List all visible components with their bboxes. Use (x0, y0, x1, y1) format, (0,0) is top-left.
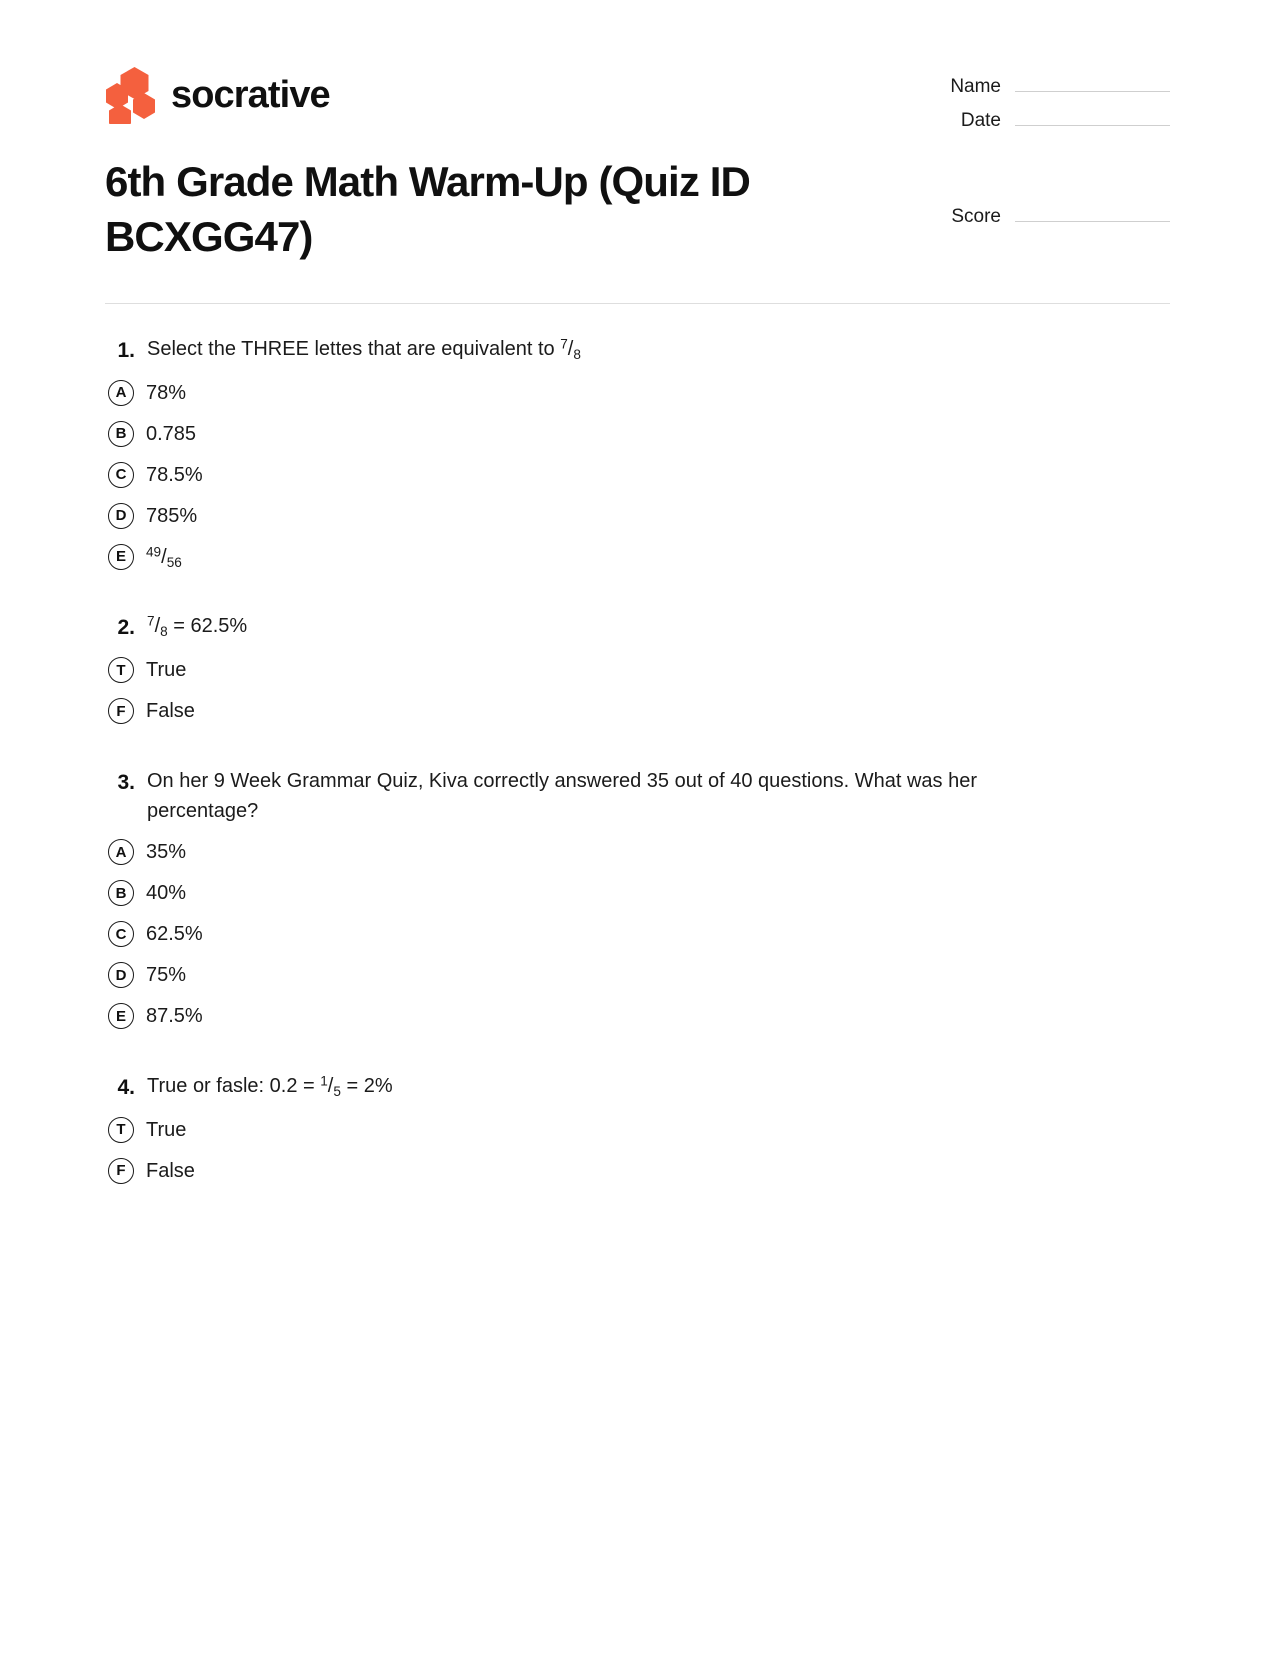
question-block (105, 766, 1170, 1037)
option-bubble[interactable]: E (108, 1003, 134, 1029)
option-bubble[interactable]: T (108, 1117, 134, 1143)
question-block (105, 611, 1170, 732)
score-row (920, 202, 1170, 228)
fraction-numerator: 7 (147, 613, 155, 629)
question-text (147, 334, 581, 364)
answer-option[interactable] (105, 691, 1170, 732)
score-input-line[interactable] (1015, 202, 1170, 222)
hexagon-cluster-svg (105, 66, 157, 124)
fraction-numerator: 49 (146, 544, 162, 560)
question-text-segment: True or fasle: 0.2 = (147, 1074, 321, 1097)
answer-option[interactable] (105, 914, 1170, 955)
answer-option[interactable] (105, 413, 1170, 454)
answer-option[interactable] (105, 495, 1170, 536)
question-block (105, 1071, 1170, 1192)
answer-option[interactable] (105, 1109, 1170, 1150)
option-label: 87.5% (146, 1005, 203, 1028)
fraction (146, 546, 182, 568)
option-label: 785% (146, 504, 198, 527)
answer-option[interactable] (105, 832, 1170, 873)
name-row (920, 72, 1170, 98)
fraction-slash: / (154, 615, 161, 638)
name-label: Name (950, 76, 1001, 97)
option-label: 0.785 (146, 422, 197, 445)
fraction-denominator: 5 (333, 1083, 341, 1099)
question-block (105, 334, 1170, 578)
option-bubble[interactable]: A (108, 839, 134, 865)
option-bubble[interactable]: D (108, 503, 134, 529)
question-text-segment: = 62.5% (167, 615, 248, 638)
option-bubble[interactable]: F (108, 698, 134, 724)
answer-option[interactable] (105, 372, 1170, 413)
option-label: 75% (146, 964, 187, 987)
student-info-block (920, 62, 1170, 140)
option-label: False (146, 700, 195, 723)
question-text (147, 1071, 393, 1101)
question-header (105, 611, 1170, 644)
fraction-slash: / (161, 545, 167, 568)
answer-option[interactable] (105, 873, 1170, 914)
name-input-line[interactable] (1015, 72, 1170, 92)
answer-options (105, 1109, 1170, 1191)
answer-option[interactable] (105, 1150, 1170, 1191)
option-bubble[interactable]: B (108, 880, 134, 906)
option-label: 62.5% (146, 923, 203, 946)
fraction-slash: / (327, 1074, 334, 1097)
fraction (560, 338, 581, 360)
fraction-denominator: 8 (573, 346, 581, 362)
option-label: True (146, 1118, 187, 1141)
socrative-hexagon-logo-icon (105, 66, 157, 124)
option-bubble[interactable]: D (108, 962, 134, 988)
date-input-line[interactable] (1015, 106, 1170, 126)
answer-options (105, 832, 1170, 1037)
title-row (0, 140, 1275, 265)
answer-option[interactable] (105, 536, 1170, 577)
fraction (147, 613, 168, 640)
question-text-segment: = 2% (340, 1074, 393, 1097)
option-label: 78% (146, 381, 187, 404)
question-number: 3. (117, 770, 135, 794)
option-label: 35% (146, 841, 187, 864)
fraction-denominator: 8 (160, 624, 168, 640)
option-bubble[interactable]: A (108, 380, 134, 406)
question-number: 2. (117, 616, 135, 640)
question-header (105, 766, 1170, 826)
option-label: False (146, 1159, 195, 1182)
date-row (920, 106, 1170, 132)
fraction-denominator: 56 (166, 554, 182, 570)
date-label: Date (960, 110, 1001, 131)
option-bubble[interactable]: T (108, 657, 134, 683)
question-text-segment: Select the THREE lettes that are equivalent to (147, 337, 561, 360)
option-label: 40% (146, 882, 187, 905)
page-header (0, 0, 1275, 140)
question-number: 4. (117, 1075, 135, 1099)
option-bubble[interactable]: B (108, 421, 134, 447)
answer-options (105, 372, 1170, 577)
question-header (105, 1071, 1170, 1104)
option-label: 78.5% (146, 463, 203, 486)
score-block (920, 154, 1170, 236)
answer-option[interactable] (105, 650, 1170, 691)
option-label (146, 543, 182, 571)
fraction-numerator: 1 (320, 1073, 328, 1089)
page-title: 6th Grade Math Warm-Up (Quiz ID BCXGG47) (105, 158, 750, 261)
fraction-numerator: 7 (560, 336, 568, 352)
question-header (105, 334, 1170, 367)
option-bubble[interactable]: E (108, 544, 134, 570)
question-text (147, 611, 247, 641)
option-label: True (146, 659, 187, 682)
question-text-segment: On her 9 Week Grammar Quiz, Kiva correctly answered 35 out of 40 questions. What was her percentage? (147, 769, 977, 822)
questions-list (0, 304, 1275, 1192)
option-bubble[interactable]: C (108, 921, 134, 947)
fraction (320, 1075, 341, 1097)
answer-option[interactable] (105, 996, 1170, 1037)
question-text (147, 766, 1027, 826)
brand-logo (105, 62, 330, 124)
score-label: Score (951, 206, 1001, 227)
question-number: 1. (117, 338, 135, 362)
fraction-slash: / (567, 337, 574, 360)
answer-options (105, 650, 1170, 732)
option-bubble[interactable]: F (108, 1158, 134, 1184)
brand-name: socrative (171, 74, 330, 116)
option-bubble[interactable]: C (108, 462, 134, 488)
answer-option[interactable] (105, 955, 1170, 996)
answer-option[interactable] (105, 454, 1170, 495)
